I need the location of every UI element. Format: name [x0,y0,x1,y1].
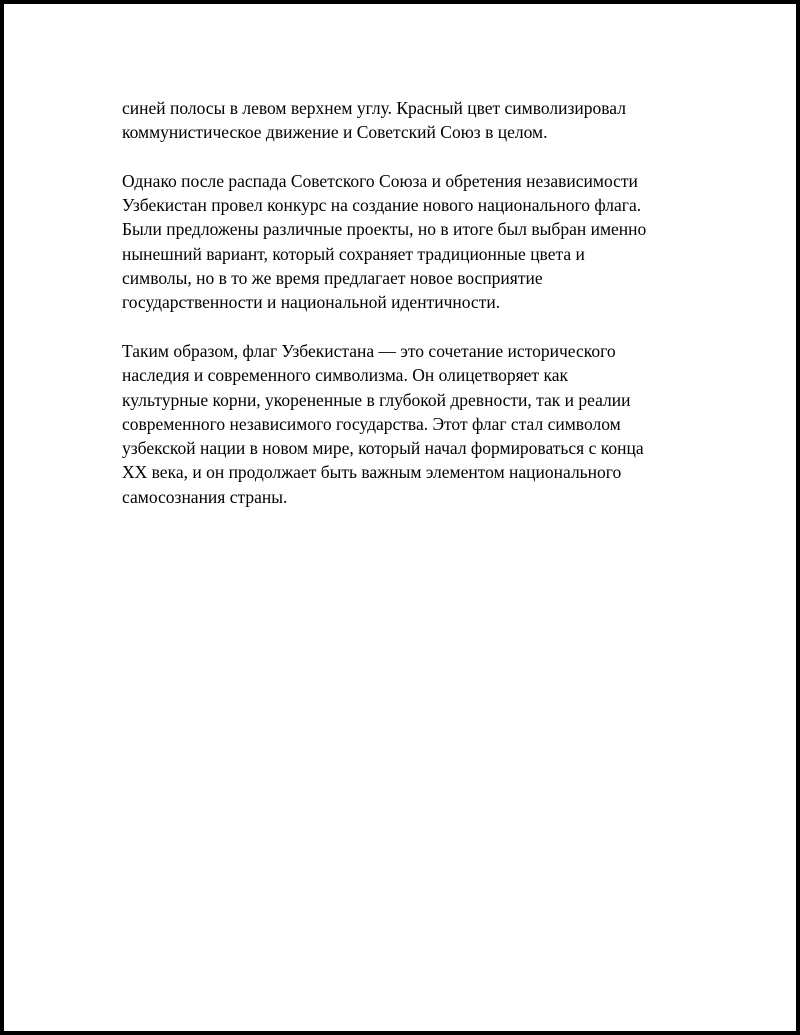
text-line: символы, но в то же время предлагает новое восприятие [122,268,543,289]
text-line: государственности и национальной идентичности. [122,292,501,313]
text-line: самосознания страны. [122,486,288,507]
text-line: коммунистическое движение и Советский Союз в целом. [122,122,548,143]
text-line: Были предложены различные проекты, но в итоге был выбран именно [122,219,647,240]
document-body [122,96,692,533]
paragraph-1 [122,96,692,145]
text-line: культурные корни, укорененные в глубокой древности, так и реалии [122,389,631,410]
text-line: Однако после распада Советского Союза и обретения независимости [122,170,638,191]
text-line: Узбекистан провел конкурс на создание нового национального флага. [122,195,642,216]
text-line: синей полосы в левом верхнем углу. Красный цвет символизировал [122,98,626,118]
text-line: Таким образом, флаг Узбекистана — это сочетание исторического [122,340,616,361]
text-line: современного независимого государства. Этот флаг стал символом [122,413,621,434]
text-line: узбекской нации в новом мире, который начал формироваться с конца [122,438,644,459]
text-line: XX века, и он продолжает быть важным элементом национального [122,462,622,483]
text-line: наследия и современного символизма. Он олицетворяет как [122,365,568,386]
text-line: нынешний вариант, который сохраняет традиционные цвета и [122,243,585,264]
paragraph-2 [122,169,692,315]
paragraph-3 [122,339,692,509]
